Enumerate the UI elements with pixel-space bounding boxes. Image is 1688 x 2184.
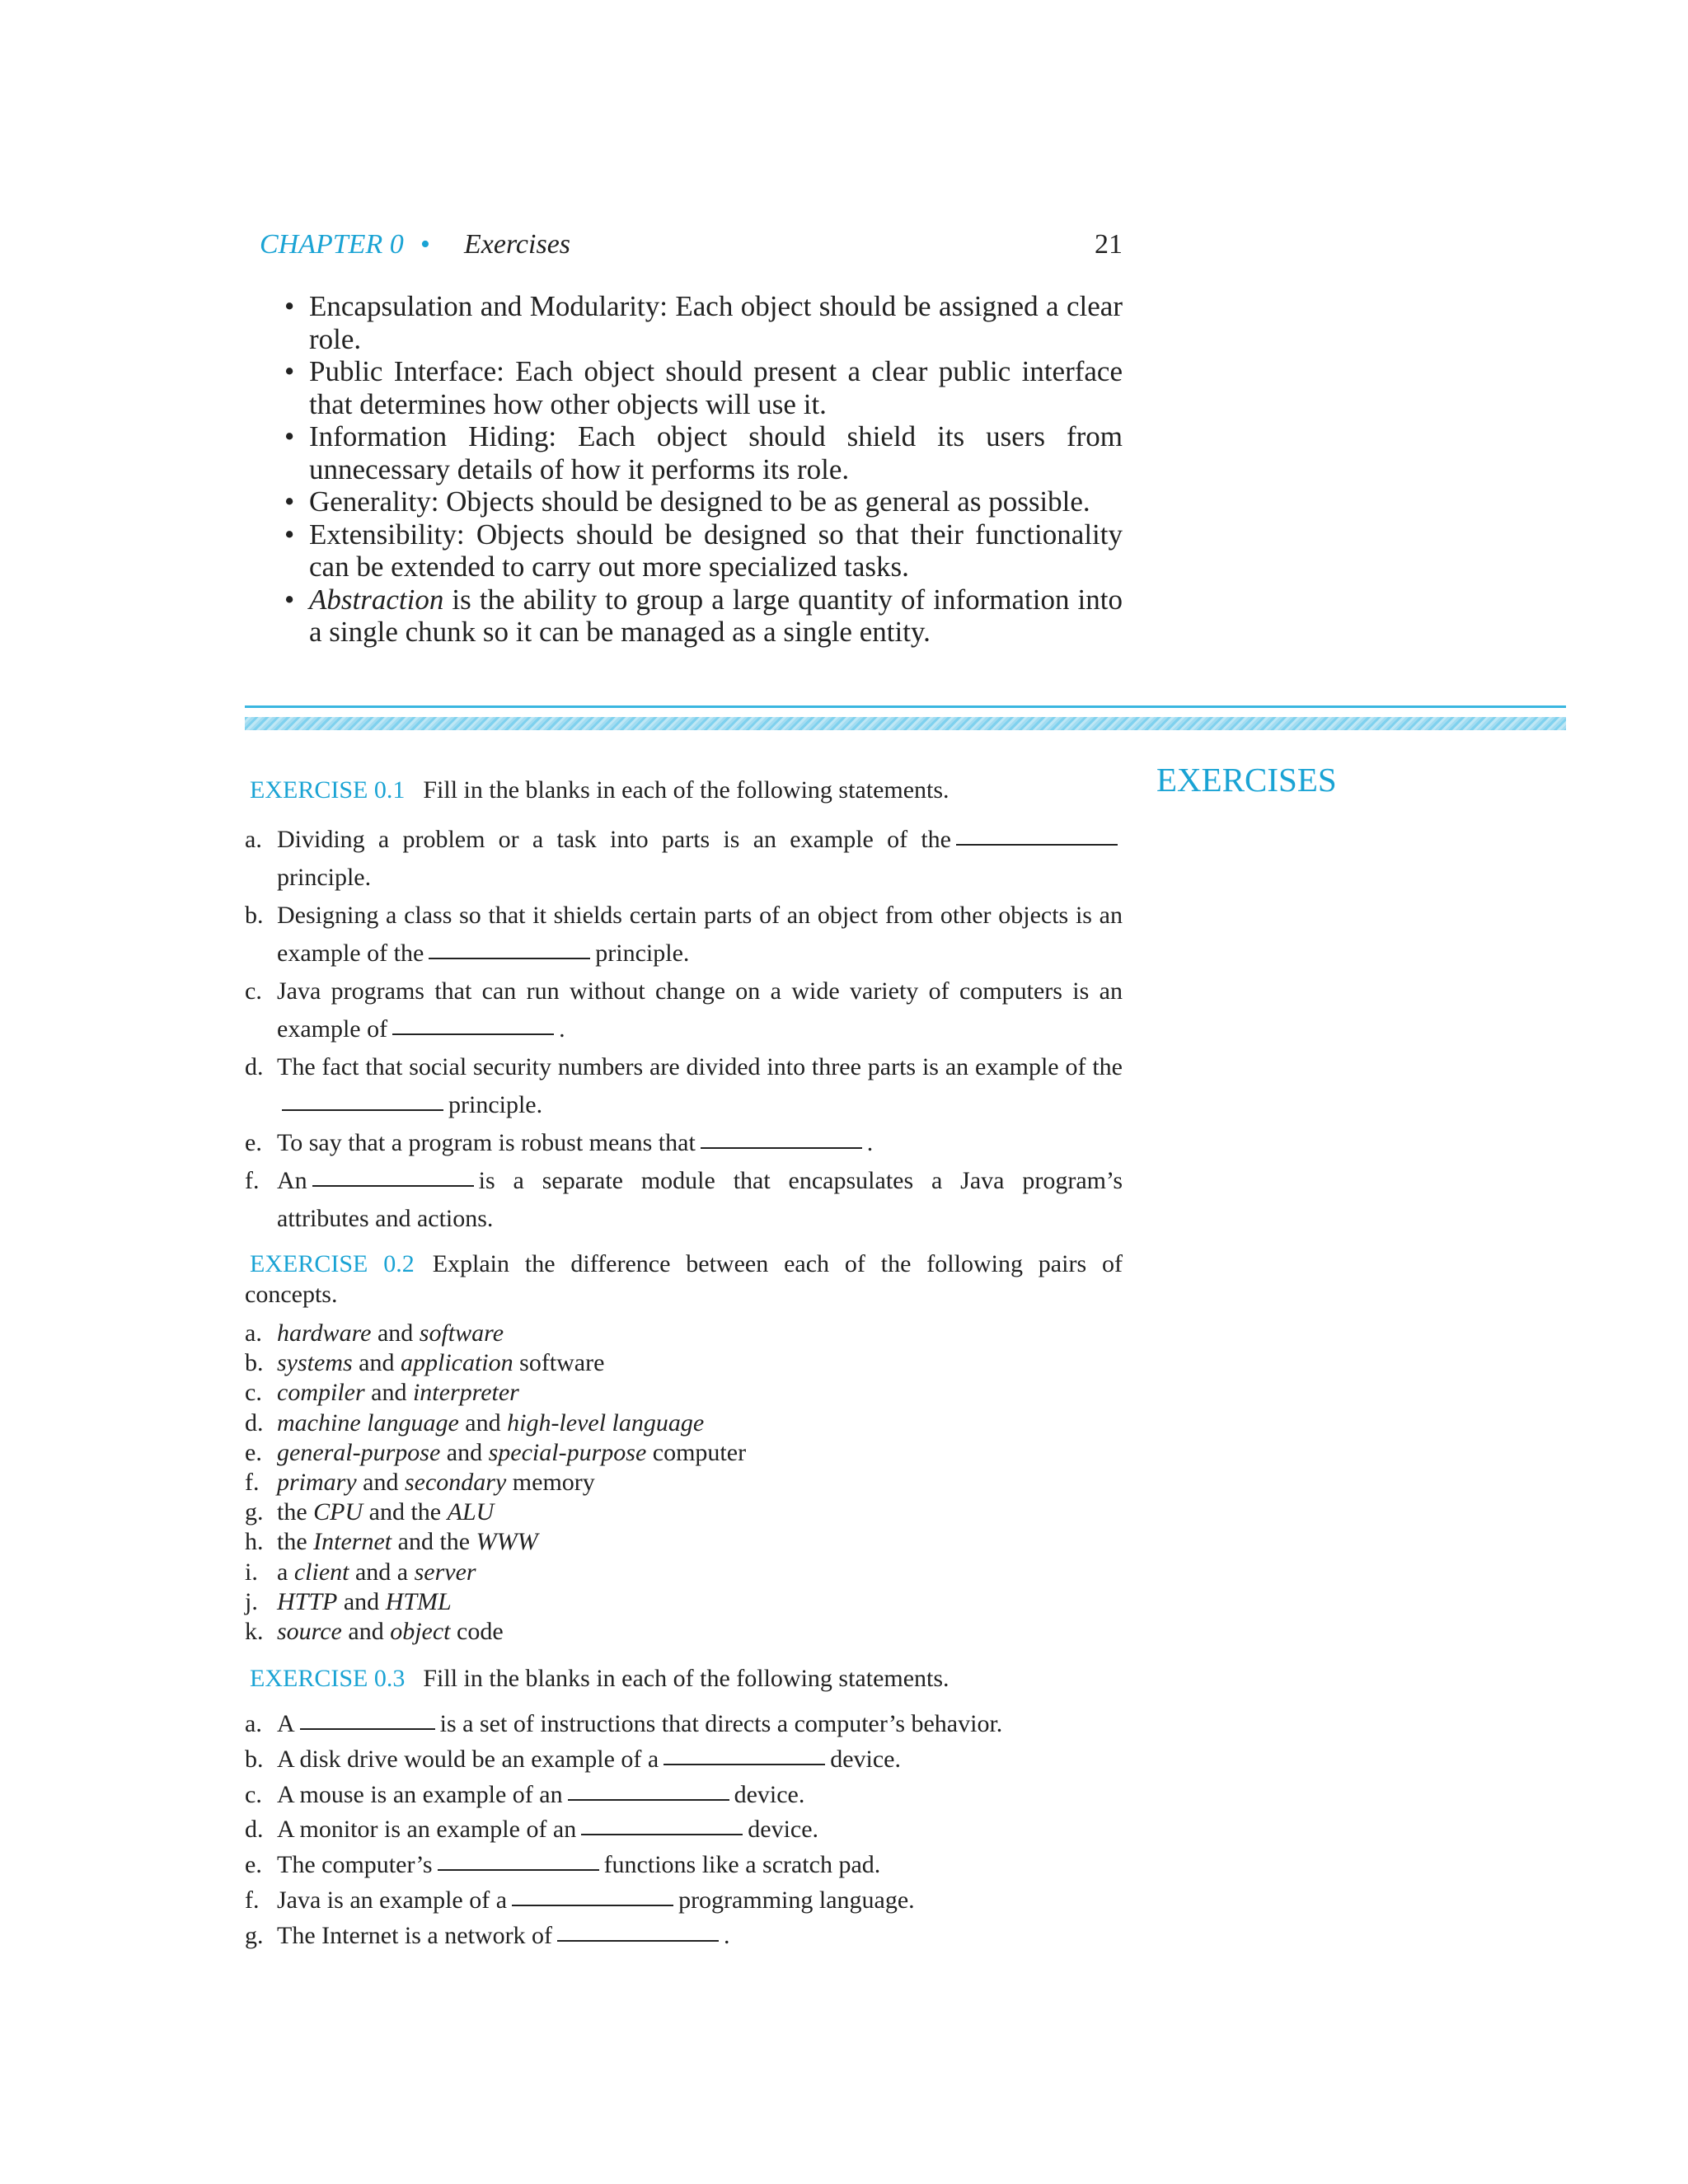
list-item: j. HTTP and HTML xyxy=(245,1587,452,1615)
answer-blank xyxy=(282,1108,443,1111)
answer-blank xyxy=(956,843,1118,846)
list-item: d. machine language and high-level language xyxy=(245,1408,705,1436)
exercise-heading xyxy=(245,1663,1123,1694)
answer-blank xyxy=(581,1833,743,1835)
list-item: a. A is a set of instructions that directs a computer’s behavior. xyxy=(245,1710,1003,1737)
list-item: c. Java programs that can run without change on a wide variety of computers is an example of . xyxy=(245,977,1123,1043)
answer-blank xyxy=(429,957,590,959)
list-item: b. Designing a class so that it shields certain parts of an object from other objects is an example of the principle. xyxy=(245,902,1123,967)
chapter-label: CHAPTER 0 xyxy=(260,229,404,260)
list-item: c. compiler and interpreter xyxy=(245,1379,519,1407)
bullet-item: • Generality: Objects should be designed to be as general as possible. xyxy=(284,485,1090,518)
list-item: a. hardware and software xyxy=(245,1319,504,1347)
answer-blank xyxy=(300,1727,435,1730)
list-item: g. The Internet is a network of . xyxy=(245,1921,730,1949)
list-item: d. A monitor is an example of an device. xyxy=(245,1816,819,1844)
list-item: d. The fact that social security numbers are divided into three parts is an example of theprinciple. xyxy=(245,1053,1123,1118)
list-item: e. The computer’s functions like a scratch pad. xyxy=(245,1851,881,1879)
answer-blank xyxy=(312,1184,474,1187)
answer-blank xyxy=(701,1146,862,1149)
list-item: g. the CPU and the ALU xyxy=(245,1498,495,1526)
exercise-prompt: Explain the difference between each of the following pairs of concepts. xyxy=(245,1250,1123,1308)
answer-blank xyxy=(557,1939,719,1942)
exercise-prompt: Fill in the blanks in each of the following statements. xyxy=(423,1665,950,1692)
page-number: 21 xyxy=(1095,229,1123,260)
section-title: Exercises xyxy=(464,229,571,260)
bullet-item: • Public Interface: Each object should present a clear public interface that determines how other objects will use it. xyxy=(284,355,1123,420)
list-item: i. a client and a server xyxy=(245,1558,476,1586)
answer-blank xyxy=(392,1033,554,1035)
list-item: k. source and object code xyxy=(245,1618,504,1646)
exercise-number: EXERCISE 0.1 xyxy=(250,776,406,804)
list-item: c. A mouse is an example of an device. xyxy=(245,1780,805,1808)
exercise-heading xyxy=(245,1249,1123,1310)
exercise-heading xyxy=(245,775,1123,805)
exercise-item-list xyxy=(245,1707,1123,1954)
answer-blank xyxy=(438,1868,599,1871)
header-bullet: • xyxy=(420,229,430,260)
exercises-side-heading: EXERCISES xyxy=(1156,761,1337,799)
list-item: f. primary and secondary memory xyxy=(245,1469,595,1497)
exercise-number: EXERCISE 0.3 xyxy=(250,1665,406,1692)
exercise-item-list xyxy=(245,821,1123,1238)
section-divider-band xyxy=(245,717,1566,730)
list-item: e. general-purpose and special-purpose computer xyxy=(245,1438,747,1466)
summary-bullet-list xyxy=(284,290,1123,649)
list-item: h. the Internet and the WWW xyxy=(245,1528,538,1556)
list-item: e. To say that a program is robust means that . xyxy=(245,1129,874,1156)
exercise-number: EXERCISE 0.2 xyxy=(250,1250,415,1277)
list-item: b. systems and application software xyxy=(245,1349,605,1377)
bullet-item: • Abstraction is the ability to group a large quantity of information into a single chunk so it can be managed as a single entity. xyxy=(284,583,1123,648)
exercise-prompt: Fill in the blanks in each of the following statements. xyxy=(423,776,950,804)
bullet-item: • Encapsulation and Modularity: Each object should be assigned a clear role. xyxy=(284,290,1123,355)
answer-blank xyxy=(663,1763,825,1765)
bullet-item: • Extensibility: Objects should be designed so that their functionality can be extended to carry out more specialized tasks. xyxy=(284,518,1123,583)
answer-blank xyxy=(568,1798,729,1801)
exercise-item-list xyxy=(245,1319,1123,1647)
list-item: a. Dividing a problem or a task into parts is an example of theprinciple. xyxy=(245,821,1123,897)
list-item: f. An is a separate module that encapsulates a Java program’s attributes and actions. xyxy=(245,1167,1123,1232)
list-item: b. A disk drive would be an example of a device. xyxy=(245,1745,901,1773)
answer-blank xyxy=(512,1904,673,1906)
section-divider-line xyxy=(245,705,1566,708)
list-item: f. Java is an example of a programming language. xyxy=(245,1886,915,1914)
bullet-item: • Information Hiding: Each object should shield its users from unnecessary details of how it performs its role. xyxy=(284,420,1123,485)
